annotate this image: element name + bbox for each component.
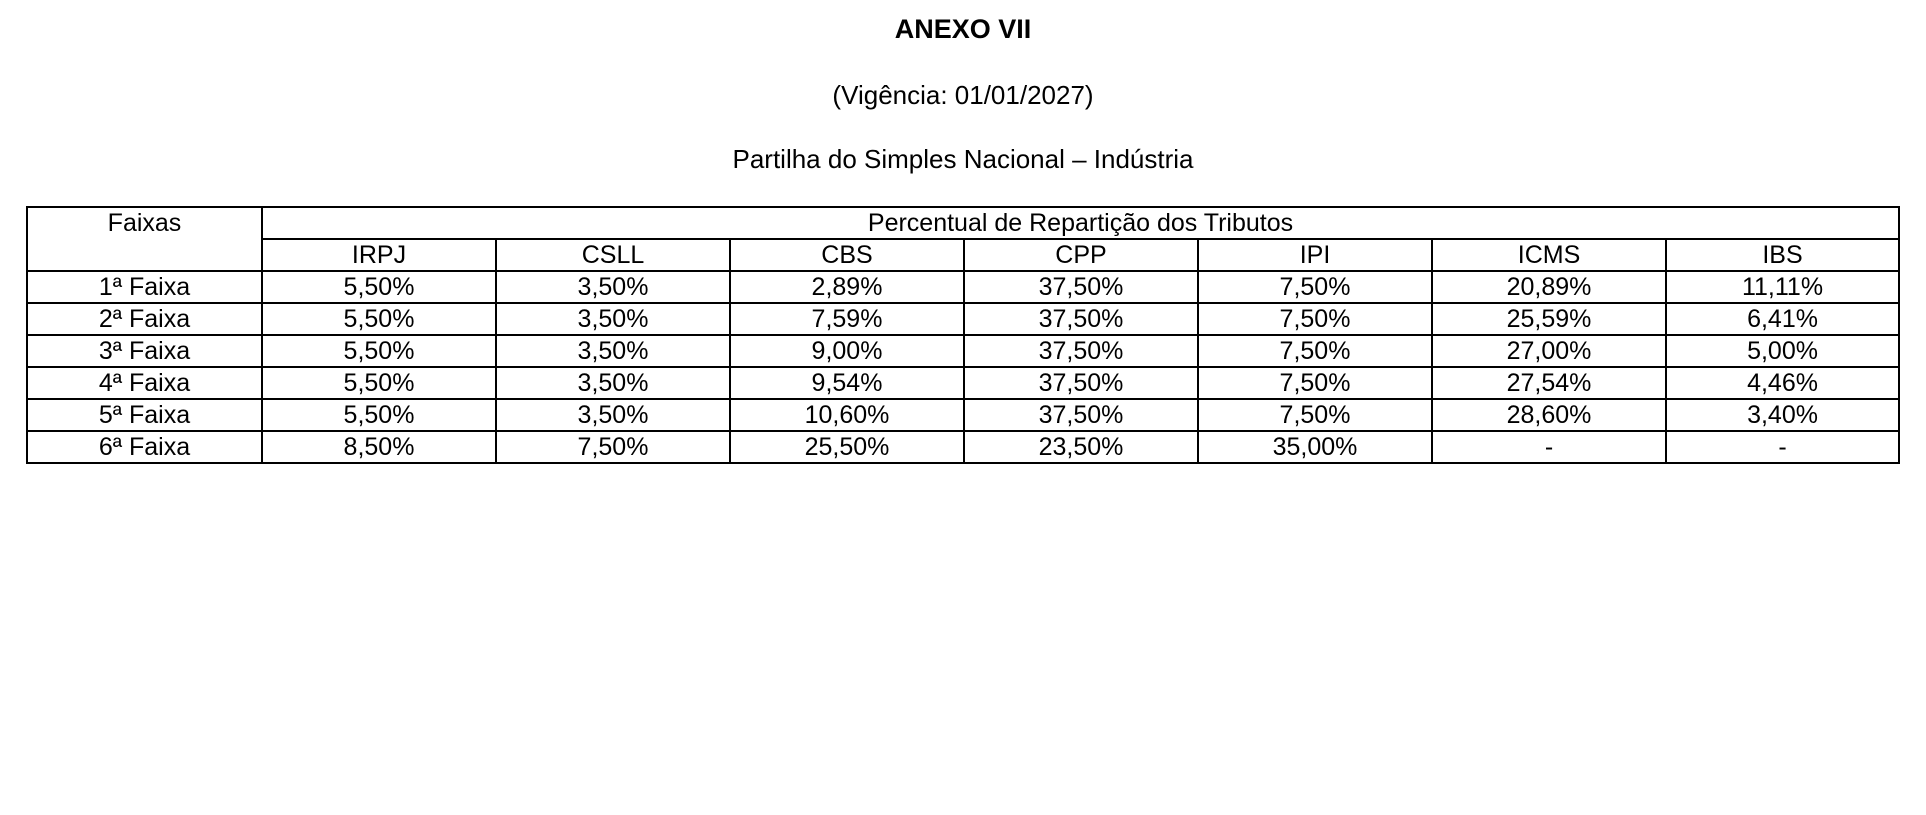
cell-irpj: 5,50% <box>262 271 496 303</box>
cell-cpp: 37,50% <box>964 367 1198 399</box>
column-header-ipi: IPI <box>1198 239 1432 271</box>
cell-cpp: 37,50% <box>964 399 1198 431</box>
column-header-icms: ICMS <box>1432 239 1666 271</box>
cell-ipi: 7,50% <box>1198 399 1432 431</box>
cell-cbs: 9,54% <box>730 367 964 399</box>
cell-csll: 3,50% <box>496 399 730 431</box>
column-header-csll: CSLL <box>496 239 730 271</box>
column-header-irpj: IRPJ <box>262 239 496 271</box>
faixa-label: 4ª Faixa <box>27 367 262 399</box>
cell-icms: 27,54% <box>1432 367 1666 399</box>
table-row <box>27 431 1899 463</box>
table-row <box>27 335 1899 367</box>
table-column-header-row <box>27 239 1899 271</box>
cell-ibs: 3,40% <box>1666 399 1899 431</box>
column-header-ibs: IBS <box>1666 239 1899 271</box>
table-group-header-row <box>27 207 1899 239</box>
table-row <box>27 303 1899 335</box>
faixa-label: 5ª Faixa <box>27 399 262 431</box>
cell-cbs: 9,00% <box>730 335 964 367</box>
cell-cpp: 37,50% <box>964 335 1198 367</box>
table-row <box>27 367 1899 399</box>
cell-cpp: 23,50% <box>964 431 1198 463</box>
faixa-label: 3ª Faixa <box>27 335 262 367</box>
cell-csll: 3,50% <box>496 303 730 335</box>
cell-ibs: 11,11% <box>1666 271 1899 303</box>
document-subtitle: (Vigência: 01/01/2027) <box>832 80 1094 110</box>
cell-icms: 20,89% <box>1432 271 1666 303</box>
cell-cpp: 37,50% <box>964 303 1198 335</box>
cell-ibs: 4,46% <box>1666 367 1899 399</box>
table-row <box>27 399 1899 431</box>
document-title: ANEXO VII <box>894 14 1032 44</box>
faixa-label: 2ª Faixa <box>27 303 262 335</box>
document-heading: Partilha do Simples Nacional – Indústria <box>732 144 1194 174</box>
cell-ipi: 35,00% <box>1198 431 1432 463</box>
cell-csll: 3,50% <box>496 335 730 367</box>
cell-csll: 3,50% <box>496 367 730 399</box>
cell-csll: 7,50% <box>496 431 730 463</box>
cell-csll: 3,50% <box>496 271 730 303</box>
cell-irpj: 8,50% <box>262 431 496 463</box>
cell-ipi: 7,50% <box>1198 271 1432 303</box>
cell-ipi: 7,50% <box>1198 367 1432 399</box>
cell-cbs: 2,89% <box>730 271 964 303</box>
cell-icms: 28,60% <box>1432 399 1666 431</box>
column-header-cbs: CBS <box>730 239 964 271</box>
table-row <box>27 271 1899 303</box>
cell-irpj: 5,50% <box>262 367 496 399</box>
cell-ipi: 7,50% <box>1198 335 1432 367</box>
cell-icms: - <box>1432 431 1666 463</box>
faixas-header: Faixas <box>27 207 262 271</box>
cell-ibs: - <box>1666 431 1899 463</box>
tributos-group-header: Percentual de Repartição dos Tributos <box>262 207 1899 239</box>
cell-icms: 25,59% <box>1432 303 1666 335</box>
partilha-table <box>26 206 1900 464</box>
cell-cbs: 25,50% <box>730 431 964 463</box>
cell-ibs: 6,41% <box>1666 303 1899 335</box>
cell-cbs: 10,60% <box>730 399 964 431</box>
cell-cpp: 37,50% <box>964 271 1198 303</box>
table-body <box>27 271 1899 463</box>
cell-ibs: 5,00% <box>1666 335 1899 367</box>
cell-irpj: 5,50% <box>262 303 496 335</box>
cell-ipi: 7,50% <box>1198 303 1432 335</box>
column-header-cpp: CPP <box>964 239 1198 271</box>
faixa-label: 6ª Faixa <box>27 431 262 463</box>
cell-irpj: 5,50% <box>262 399 496 431</box>
faixa-label: 1ª Faixa <box>27 271 262 303</box>
cell-cbs: 7,59% <box>730 303 964 335</box>
cell-irpj: 5,50% <box>262 335 496 367</box>
cell-icms: 27,00% <box>1432 335 1666 367</box>
